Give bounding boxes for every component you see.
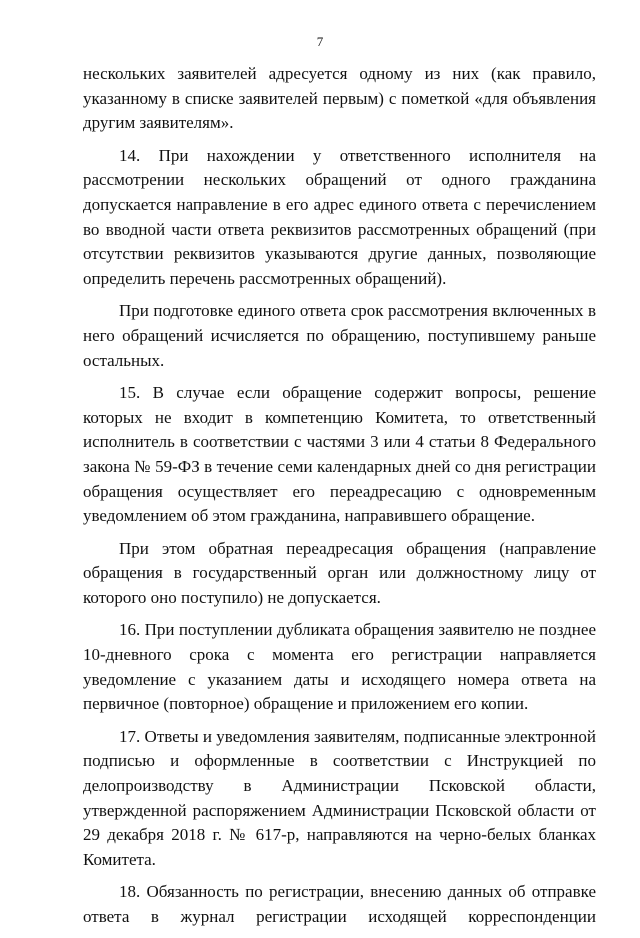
document-body: [83, 62, 596, 938]
paragraph-single-answer-deadline: При подготовке единого ответа срок рассмотрения включенных в него обращений исчисляется по обращению, поступившему раньше остальных.: [83, 301, 596, 370]
paragraph-item-17: 17. Ответы и уведомления заявителям, подписанные электронной подписью и оформленные в соответствии с Инструкцией по делопроизводству в Администрации Псковской области, утвержденной распоряжением Администрации Псковской области от 29 декабря 2018 г. № 617-р, направляются на черно-белых бланках Комитета.: [83, 726, 596, 869]
page-number: 7: [316, 34, 324, 49]
paragraph-item-14: 14. При нахождении у ответственного исполнителя на рассмотрении нескольких обращений от одного гражданина допускается направление в его адрес единого ответа с перечислением во вводной части ответа реквизитов рассмотренных обращений (при отсутствии реквизитов указываются другие данных, позволяющие определить перечень рассмотренных обращений).: [83, 145, 596, 288]
paragraph-item-15: 15. В случае если обращение содержит вопросы, решение которых не входит в компетенцию Комитета, то ответственный исполнитель в соответствии с частями 3 или 4 статьи 8 Федерального закона № 59-ФЗ в течение семи календарных дней со дня регистрации обращения осуществляет его переадресацию с одновременным уведомлением об этом гражданина, направившего обращение.: [83, 383, 596, 526]
paragraph-reverse-redirect: При этом обратная переадресация обращения (направление обращения в государственный орган или должностному лицу от которого оно поступило) не допускается.: [83, 538, 596, 607]
paragraph-continuation: нескольких заявителей адресуется одному из них (как правило, указанному в списке заявителей первым) с пометкой «для объявления другим заявителям».: [83, 64, 596, 133]
paragraph-item-18: 18. Обязанность по регистрации, внесению данных об отправке ответа в журнал регистрации исходящей корреспонденции: [83, 882, 596, 926]
paragraph-item-16: 16. При поступлении дубликата обращения заявителю не позднее 10-дневного срока с момента его регистрации направляется уведомление с указанием даты и исходящего номера ответа на первичное (повторное) обращение и приложением его копии.: [83, 620, 596, 714]
